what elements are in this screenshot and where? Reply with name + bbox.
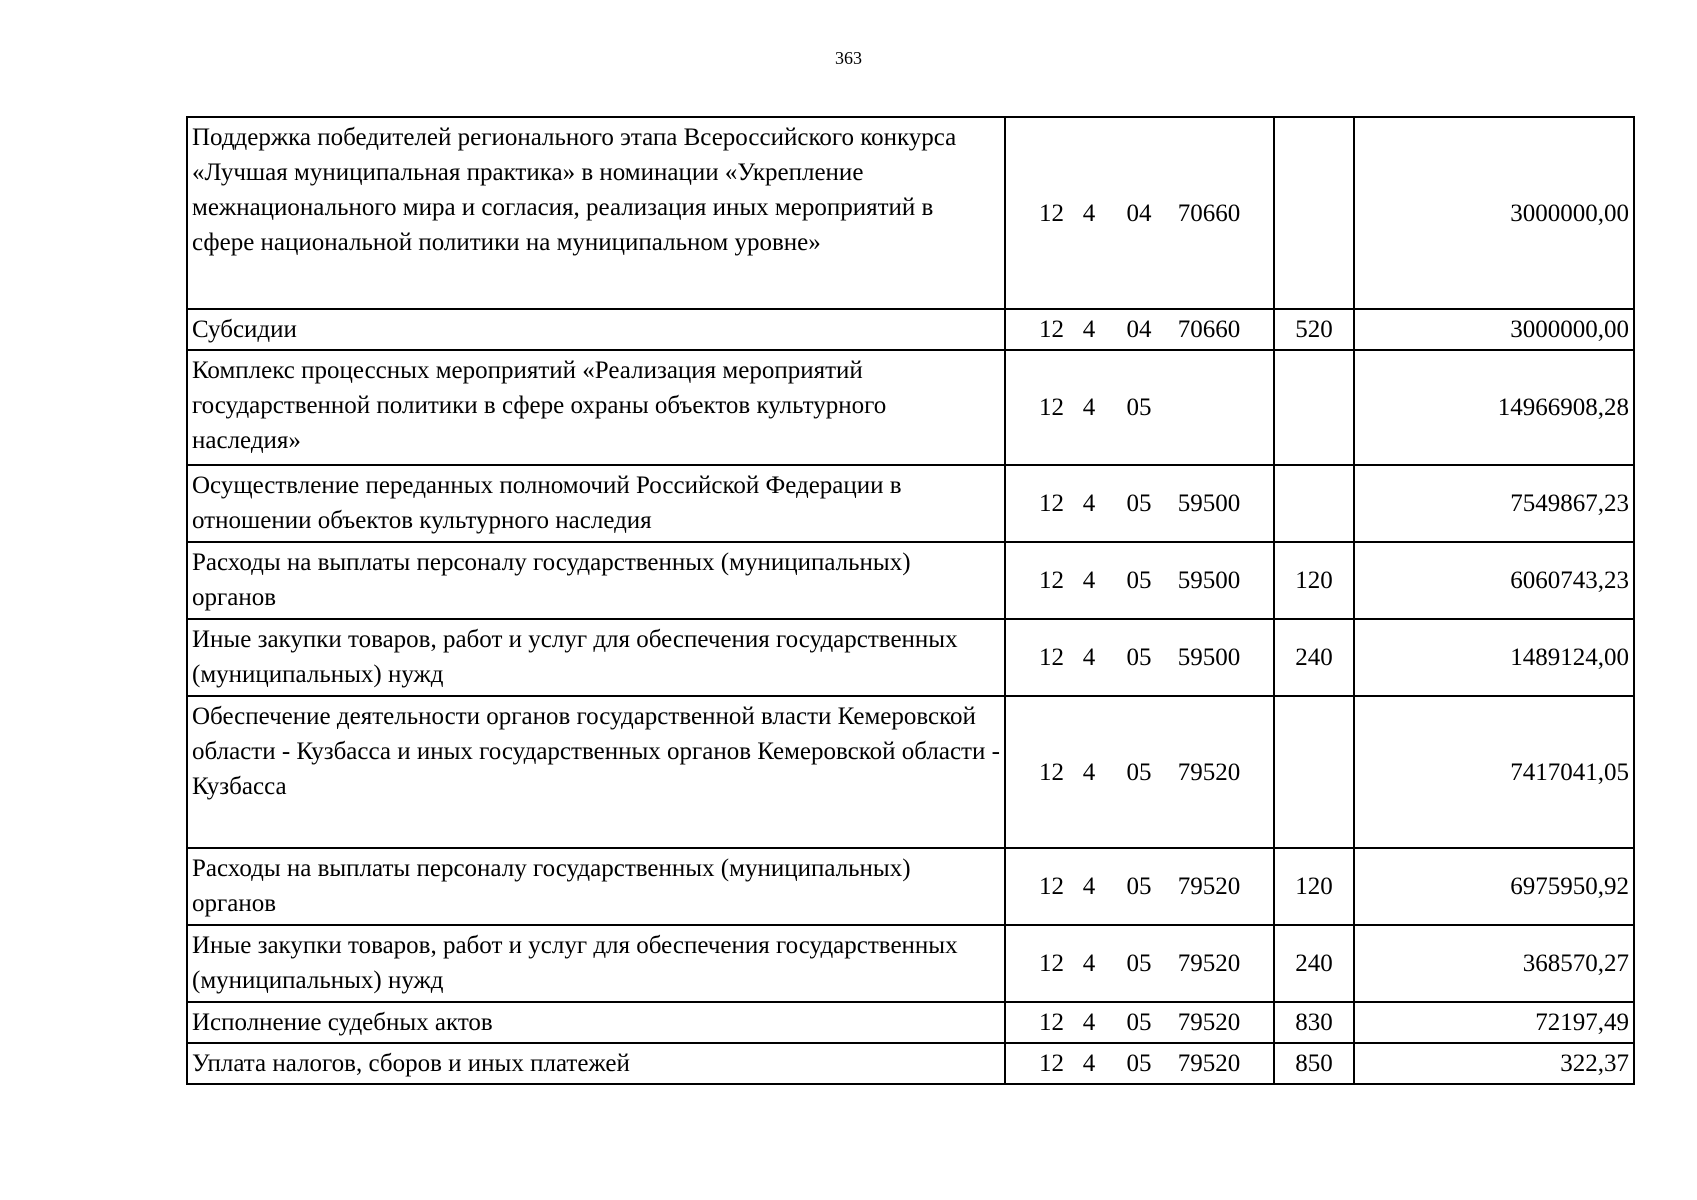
amount: 1489124,00	[1354, 619, 1634, 696]
row-name: Комплекс процессных мероприятий «Реализация мероприятий государственной политики в сфере охраны объектов культурного наследия»	[187, 350, 1005, 465]
row-codes	[1005, 350, 1274, 465]
row-codes	[1005, 925, 1274, 1002]
code-section: 12	[1039, 950, 1064, 977]
expense-type	[1274, 696, 1354, 848]
row-name: Иные закупки товаров, работ и услуг для обеспечения государственных (муниципальных) нужд	[187, 619, 1005, 696]
expense-type: 830	[1274, 1002, 1354, 1043]
table-row	[187, 309, 1634, 350]
expense-type: 120	[1274, 542, 1354, 619]
code-program: 4	[1082, 316, 1096, 343]
code-subprogram: 05	[1126, 1009, 1152, 1036]
table-row	[187, 542, 1634, 619]
code-subprogram: 04	[1126, 199, 1152, 227]
code-direction: 79520	[1177, 758, 1241, 786]
expense-type: 120	[1274, 848, 1354, 925]
code-section: 12	[1039, 758, 1064, 786]
table-row	[187, 1043, 1634, 1084]
amount: 72197,49	[1354, 1002, 1634, 1043]
table-row	[187, 350, 1634, 465]
code-program: 4	[1082, 490, 1096, 517]
expense-type	[1274, 465, 1354, 542]
row-codes	[1005, 1043, 1274, 1084]
row-codes	[1005, 309, 1274, 350]
code-subprogram: 05	[1126, 758, 1152, 786]
code-program: 4	[1082, 1009, 1096, 1036]
code-program: 4	[1082, 567, 1096, 594]
code-direction: 59500	[1177, 490, 1241, 517]
code-section: 12	[1039, 199, 1064, 227]
row-name: Осуществление переданных полномочий Российской Федерации в отношении объектов культурного наследия	[187, 465, 1005, 542]
row-name: Обеспечение деятельности органов государственной власти Кемеровской области - Кузбасса и иных государственных органов Кемеровской области - Кузбасса	[187, 696, 1005, 848]
table-row	[187, 696, 1634, 848]
code-subprogram: 05	[1126, 490, 1152, 517]
code-program: 4	[1082, 873, 1096, 900]
code-program: 4	[1082, 394, 1096, 421]
code-subprogram: 05	[1126, 873, 1152, 900]
code-subprogram: 05	[1126, 950, 1152, 977]
code-section: 12	[1039, 1050, 1064, 1077]
code-subprogram: 05	[1126, 644, 1152, 671]
code-program: 4	[1082, 1050, 1096, 1077]
table-row	[187, 848, 1634, 925]
row-codes	[1005, 542, 1274, 619]
code-subprogram: 04	[1126, 316, 1152, 343]
code-direction: 70660	[1177, 199, 1241, 227]
row-codes	[1005, 1002, 1274, 1043]
amount: 3000000,00	[1354, 117, 1634, 309]
row-codes	[1005, 619, 1274, 696]
amount: 3000000,00	[1354, 309, 1634, 350]
amount: 6060743,23	[1354, 542, 1634, 619]
expense-type: 520	[1274, 309, 1354, 350]
code-section: 12	[1039, 394, 1064, 421]
code-section: 12	[1039, 873, 1064, 900]
code-direction: 70660	[1177, 316, 1241, 343]
row-name: Субсидии	[187, 309, 1005, 350]
code-program: 4	[1082, 644, 1096, 671]
code-program: 4	[1082, 758, 1096, 786]
row-name: Поддержка победителей регионального этапа Всероссийского конкурса «Лучшая муниципальная практика» в номинации «Укрепление межнационального мира и согласия, реализация иных мероприятий в сфере национальной политики на муниципальном уровне»	[187, 117, 1005, 309]
row-codes	[1005, 465, 1274, 542]
code-direction: 79520	[1177, 1009, 1241, 1036]
amount: 6975950,92	[1354, 848, 1634, 925]
amount: 368570,27	[1354, 925, 1634, 1002]
budget-table	[186, 116, 1635, 1085]
table-row	[187, 925, 1634, 1002]
expense-type: 240	[1274, 619, 1354, 696]
code-direction: 59500	[1177, 567, 1241, 594]
code-section: 12	[1039, 644, 1064, 671]
code-subprogram: 05	[1126, 567, 1152, 594]
code-section: 12	[1039, 1009, 1064, 1036]
expense-type	[1274, 117, 1354, 309]
row-name: Исполнение судебных актов	[187, 1002, 1005, 1043]
row-name: Иные закупки товаров, работ и услуг для обеспечения государственных (муниципальных) нужд	[187, 925, 1005, 1002]
table-row	[187, 117, 1634, 309]
amount: 7417041,05	[1354, 696, 1634, 848]
table-row	[187, 465, 1634, 542]
code-section: 12	[1039, 316, 1064, 343]
code-program: 4	[1082, 199, 1096, 227]
code-section: 12	[1039, 567, 1064, 594]
row-codes	[1005, 117, 1274, 309]
expense-type: 240	[1274, 925, 1354, 1002]
page-number: 363	[835, 48, 862, 68]
row-name: Уплата налогов, сборов и иных платежей	[187, 1043, 1005, 1084]
amount: 7549867,23	[1354, 465, 1634, 542]
code-section: 12	[1039, 490, 1064, 517]
expense-type: 850	[1274, 1043, 1354, 1084]
table-row	[187, 619, 1634, 696]
code-direction: 79520	[1177, 950, 1241, 977]
amount: 322,37	[1354, 1043, 1634, 1084]
row-name: Расходы на выплаты персоналу государственных (муниципальных) органов	[187, 542, 1005, 619]
code-direction: 59500	[1177, 644, 1241, 671]
amount: 14966908,28	[1354, 350, 1634, 465]
row-codes	[1005, 848, 1274, 925]
code-subprogram: 05	[1126, 1050, 1152, 1077]
row-codes	[1005, 696, 1274, 848]
table-row	[187, 1002, 1634, 1043]
code-program: 4	[1082, 950, 1096, 977]
expense-type	[1274, 350, 1354, 465]
code-subprogram: 05	[1126, 394, 1152, 421]
code-direction: 79520	[1177, 1050, 1241, 1077]
row-name: Расходы на выплаты персоналу государственных (муниципальных) органов	[187, 848, 1005, 925]
code-direction: 79520	[1177, 873, 1241, 900]
